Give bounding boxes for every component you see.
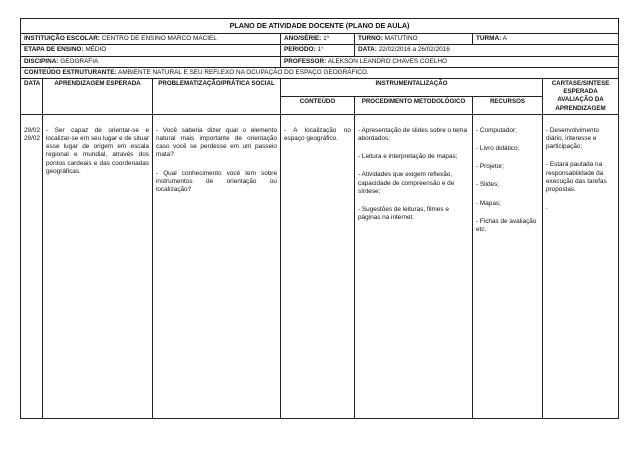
header-resources: RECURSOS xyxy=(473,96,543,114)
content-cell: - A localização no espaço geográfico. xyxy=(281,114,355,418)
shift-field: TURNO: MATUTINO xyxy=(355,34,473,45)
teacher-field: PROFESSOR: ALEKSON LEANDRO CHAVES COELHO xyxy=(281,56,619,67)
list-item: - Computador; xyxy=(476,126,517,134)
date-item: 29/02 xyxy=(24,135,40,143)
list-item: - Slides; xyxy=(476,181,500,189)
list-item: . xyxy=(546,204,548,212)
list-item: - Apresentação de slides sobre o tema abordados; xyxy=(358,126,468,143)
list-item: - Sugestões de leituras, filmes e páginas na internet. xyxy=(358,206,449,222)
list-item: - Estará pautada na responsabilidade da execução das tarefas propostas. xyxy=(546,161,607,194)
list-item: - Fichas de avaliação etc. xyxy=(476,217,537,234)
header-content: CONTEÚDO xyxy=(281,96,355,114)
header-synthesis: CARTASE/SINTESE ESPERADA AVALIAÇÃO DA APRENDIZAGEM xyxy=(543,79,619,115)
header-row-1 xyxy=(21,79,619,97)
resources-cell xyxy=(473,114,543,418)
list-item: - Mapas; xyxy=(476,199,501,207)
procedure-cell xyxy=(355,114,473,418)
period-field: PERIODO: 1° xyxy=(281,45,355,56)
lesson-plan-table xyxy=(20,18,619,419)
header-expected-learning: APRENDIZAGEM ESPERADA xyxy=(43,79,153,115)
expected-learning-cell: - Ser capaz de orientar-se e localizar-se em seu lugar e de situar esse lugar de origem em escala regional e mundial, através dos pontos cardeais e das coordenadas geográficas. xyxy=(43,114,153,418)
synthesis-cell xyxy=(543,114,619,418)
list-item: - Livro didático; xyxy=(476,145,520,153)
header-instrumentalization: INSTRUMENTALIZAÇÃO xyxy=(281,79,543,97)
table-row xyxy=(21,114,619,418)
info-row-2 xyxy=(21,45,619,56)
date-item: 29/02 xyxy=(24,126,40,134)
school-field: INSTITUIÇÃO ESCOLAR: CENTRO DE ENSINO MARCO MACIEL xyxy=(21,34,281,45)
info-row-3 xyxy=(21,56,619,67)
list-item: - Atividades que exigem reflexão, capacidade de compreensão e de síntese; xyxy=(358,171,455,195)
grade-field: ANO/SÉRIE: 1º xyxy=(281,34,355,45)
info-row-4 xyxy=(21,67,619,78)
list-item: - Desenvolvimento diário, interesse e participação; xyxy=(546,126,599,151)
structuring-content-field: CONTEÚDO ESTRUTURANTE: AMBIENTE NATURAL E SEU REFLEXO NA OCUPAÇÃO DO ESPAÇO GEOGRÁFICO. xyxy=(21,67,619,78)
header-date: DATA xyxy=(21,79,43,115)
list-item: - Projetor; xyxy=(476,163,505,171)
list-item: - Leitura e interpretação de mapas; xyxy=(358,153,458,161)
lesson-plan-document xyxy=(20,18,618,419)
problematization-cell xyxy=(153,114,281,418)
header-problematization: PROBLEMATIZAÇÃO/PRÁTICA SOCIAL xyxy=(153,79,281,115)
dates-cell xyxy=(21,114,43,418)
document-title: PLANO DE ATIVIDADE DOCENTE (PLANO DE AULA) xyxy=(21,19,619,34)
list-item: - Qual conhecimento você tem sobre instrumentos de orientação ou localização? xyxy=(156,169,277,194)
stage-field: ETAPA DE ENSINO: MÉDIO xyxy=(21,45,281,56)
subject-field: DISCIPINA: GEOGRAFIA xyxy=(21,56,281,67)
info-row-1 xyxy=(21,34,619,45)
list-item: - Você saberia dizer qual o elemento natural mais importante de orientação caso você se perdesse em um passeio mata? xyxy=(156,126,277,159)
date-field: DATA: 22/02/2016 a 26/02/2016 xyxy=(355,45,619,56)
header-procedure: PROCEDIMENTO METODOLÓGICO xyxy=(355,96,473,114)
class-field: TURMA: A xyxy=(473,34,619,45)
